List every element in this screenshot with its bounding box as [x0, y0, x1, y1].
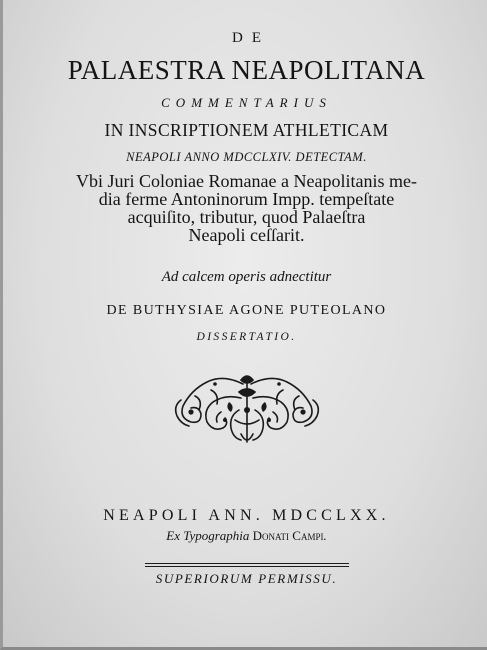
description-line: acquiſito, tributur, quod Palaeſtra	[127, 207, 366, 227]
floral-ornament-icon	[171, 372, 323, 448]
double-rule-top	[145, 563, 349, 564]
printer-line: Ex Typographia Donati Campi.	[166, 528, 327, 543]
description-block	[3, 172, 487, 244]
permission-line: SUPERIORUM PERMISSU.	[155, 571, 338, 586]
subtitle-commentarius: COMMENTARIUS	[161, 95, 332, 110]
description-line: dia ferme Antoninorum Impp. tempeſtate	[98, 189, 395, 209]
appendix-title: DE BUTHYSIAE AGONE PUTEOLANO	[106, 303, 387, 318]
appendix-intro: Ad calcem operis adnectitur	[161, 269, 332, 285]
printer-name: Donati Campi	[252, 528, 324, 543]
imprint-place-date: NEAPOLI ANN. MDCCLXX.	[103, 507, 390, 524]
description-line: Neapoli ceſſarit.	[188, 225, 305, 245]
dissertatio-label: DISSERTATIO.	[196, 331, 297, 343]
main-title: PALAESTRA NEAPOLITANA	[67, 55, 426, 85]
subtitle-inscription: IN INSCRIPTIONEM ATHLETICAM	[104, 120, 389, 140]
double-rule-bottom	[145, 566, 349, 567]
printer-prefix: Ex Typographia	[166, 528, 250, 543]
description-line: Vbi Juri Coloniae Romanae a Neapolitanis me-	[76, 171, 417, 191]
discovery-line: NEAPOLI ANNO MDCCLXIV. DETECTAM.	[126, 150, 367, 164]
title-prefix: DE	[232, 30, 270, 46]
